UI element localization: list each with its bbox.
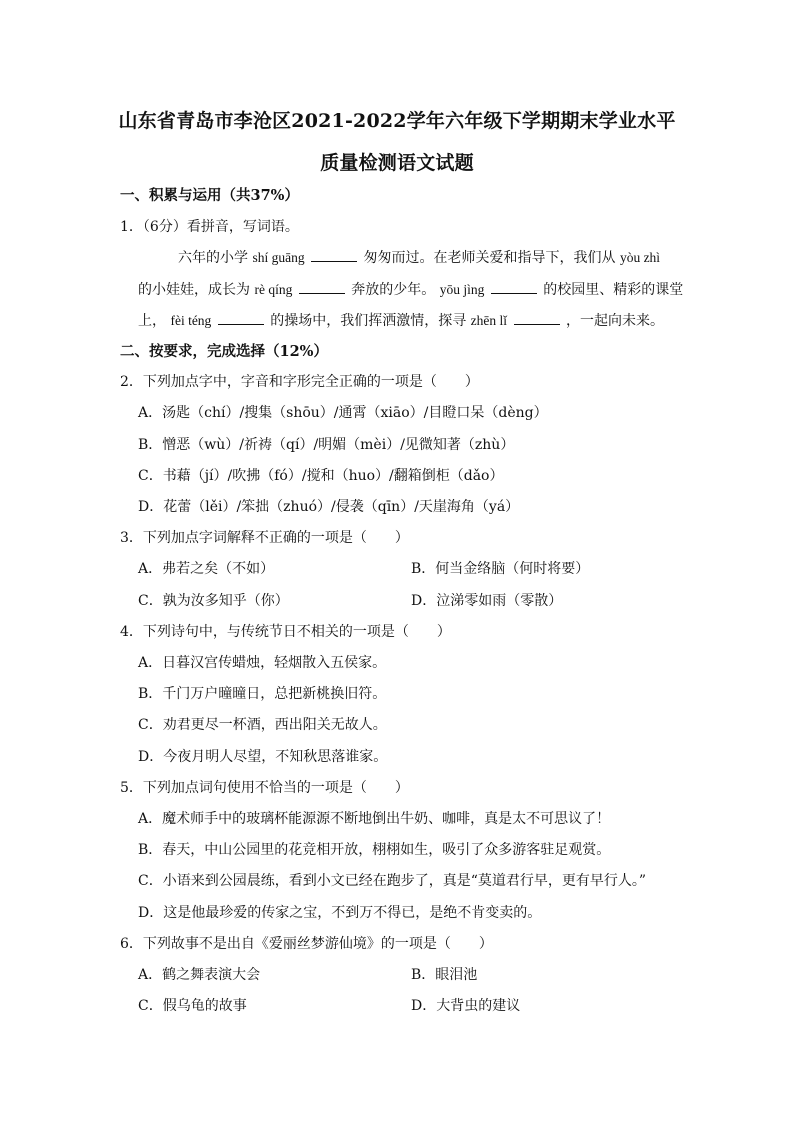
answer-blank[interactable] — [311, 249, 357, 262]
question-4-stem: 4．下列诗句中，与传统节日不相关的一项是（ ） — [120, 624, 451, 640]
answer-blank[interactable] — [218, 312, 264, 325]
question-3-option-c[interactable]: C．孰为汝多知乎（你） — [138, 593, 289, 609]
pinyin-shi-guang: shí guāng — [252, 250, 305, 265]
question-4-option-c[interactable]: C．劝君更尽一杯酒，西出阳关无故人。 — [138, 717, 387, 733]
pinyin-you-jing: yōu jìng — [439, 282, 485, 297]
question-6-stem: 6．下列故事不是出自《爱丽丝梦游仙境》的一项是（ ） — [120, 936, 493, 952]
question-6-option-c[interactable]: C．假乌龟的故事 — [138, 998, 247, 1014]
answer-blank[interactable] — [491, 281, 537, 294]
question-6-option-b[interactable]: B．眼泪池 — [411, 967, 478, 983]
question-3-option-b[interactable]: B．何当金络脑（何时将要） — [411, 561, 590, 577]
pinyin-fei-teng: fèi téng — [170, 313, 212, 328]
question-2-option-a[interactable]: A．汤匙（chí）/搜集（shōu）/通霄（xiāo）/目瞪口呆（dèng） — [138, 405, 548, 421]
question-2-stem: 2．下列加点字中，字音和字形完全正确的一项是（ ） — [120, 374, 479, 390]
question-5-stem: 5．下列加点词句使用不恰当的一项是（ ） — [120, 780, 409, 796]
section-heading-1: 一、积累与运用（共37%） — [120, 187, 299, 204]
question-5-option-a[interactable]: A．魔术师手中的玻璃杯能源源不断地倒出牛奶、咖啡，真是太不可思议了！ — [138, 811, 611, 827]
question-2-option-c[interactable]: C．书藉（jí）/吹拂（fó）/搅和（huo）/翻箱倒柜（dǎo） — [138, 468, 504, 484]
question-4-option-b[interactable]: B．千门万户曈曈日，总把新桃换旧符。 — [138, 686, 387, 702]
question-1-passage-line-3: 上， fèi téng 的操场中，我们挥洒激情，探寻 zhēn lǐ ，一起向未来。 — [138, 313, 664, 329]
question-3-option-a[interactable]: A．弗若之矣（不如） — [138, 561, 275, 577]
question-1-passage-line-1: 六年的小学 shí guāng 匆匆而过。在老师关爱和指导下，我们从 yòu zhì — [178, 250, 661, 266]
question-1-passage-line-2: 的小娃娃，成长为 rè qíng 奔放的少年。 yōu jìng 的校园里、精彩的课堂 — [138, 282, 684, 298]
answer-blank[interactable] — [514, 312, 560, 325]
question-6-option-a[interactable]: A．鹤之舞表演大会 — [138, 967, 261, 983]
exam-title-line-1: 山东省青岛市李沧区2021-2022学年六年级下学期期末学业水平 — [118, 110, 676, 132]
question-5-option-d[interactable]: D．这是他最珍爱的传家之宝，不到万不得已，是绝不肯变卖的。 — [138, 905, 542, 921]
exam-title-line-2: 质量检测语文试题 — [320, 152, 474, 174]
question-5-option-b[interactable]: B．春天，中山公园里的花竞相开放，栩栩如生，吸引了众多游客驻足观赏。 — [138, 842, 611, 858]
question-2-option-d[interactable]: D．花蕾（lěi）/笨拙（zhuó）/侵袭（qīn）/天崖海角（yá） — [138, 499, 520, 515]
question-5-option-c[interactable]: C．小语来到公园晨练，看到小文已经在跑步了，真是“莫道君行早，更有早行人。” — [138, 873, 647, 889]
question-3-option-d[interactable]: D．泣涕零如雨（零散） — [411, 593, 563, 609]
answer-blank[interactable] — [299, 281, 345, 294]
question-4-option-d[interactable]: D．今夜月明人尽望，不知秋思落谁家。 — [138, 749, 388, 765]
question-1-stem: 1．（6分）看拼音，写词语。 — [120, 219, 299, 235]
pinyin-re-qing: rè qíng — [254, 282, 293, 297]
pinyin-zhen-li: zhēn lǐ — [470, 313, 508, 328]
question-6-option-d[interactable]: D．大背虫的建议 — [411, 998, 521, 1014]
question-4-option-a[interactable]: A．日暮汉宫传蜡烛，轻烟散入五侯家。 — [138, 655, 387, 671]
section-heading-2: 二、按要求，完成选择（12%） — [120, 343, 328, 360]
pinyin-you-zhi: yòu zhì — [619, 250, 661, 265]
question-2-option-b[interactable]: B．憎恶（wù）/祈祷（qí）/明媚（mèi）/见微知著（zhù） — [138, 437, 515, 453]
question-3-stem: 3．下列加点字词解释不正确的一项是（ ） — [120, 530, 409, 546]
